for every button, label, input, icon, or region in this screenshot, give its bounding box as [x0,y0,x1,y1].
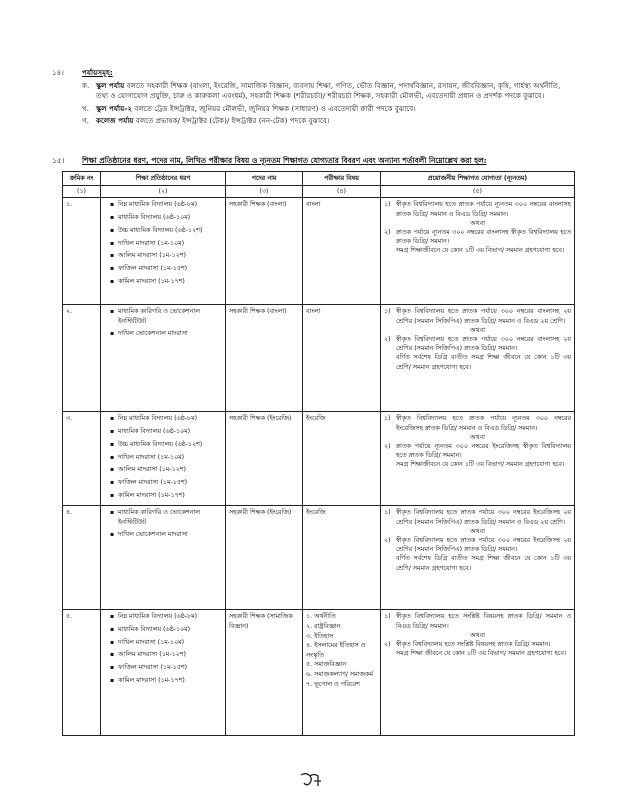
option-text: স্নাতক পর্যায়ে ন্যূনতম ৩০০ নম্বরের বাংলাসহ স্বীকৃত বিশ্ববিদ্যালয় হতে স্নাতক ডিগ্রি/ সমমান। [396,229,571,246]
table-body [63,198,575,736]
qualification-option [384,640,571,649]
qualification-cell [381,610,575,736]
institution-list [104,508,222,539]
section-title: শিক্ষা প্রতিষ্ঠানের ধরণ, পদের নাম, লিখিত পরীক্ষার বিষয় ও ন্যূনতম শিক্ষাগত যোগ্যতার বিবরণ এবং অন্যান্য শর্তাবলী নিম্নোল্লেখ করা হল: [82,156,487,165]
serial-cell: ১. [63,198,101,305]
subject-item: ৬. সমাজকল্যাণ/ সমাজকর্ম [306,671,373,679]
qualification-option [384,508,571,526]
option-text: স্বীকৃত বিশ্ববিদ্যালয় হতে সংশ্লিষ্ট বিষয়সহ স্নাতক ডিগ্রি/ সমমান ও বিএড ডিগ্রি/ সমমান। [396,613,571,630]
option-number: ২) [384,336,391,344]
subject-item: ২. রাষ্ট্রবিজ্ঞান [306,623,341,631]
table-header-row [63,172,575,186]
or-separator: অথবা [470,219,485,227]
section-title: পর্যায়সমূহ: [82,68,113,77]
institution-item: ▪ দাখিল মাদরাসা (১ম-১০ম) [110,638,222,647]
qualification-note: বর্ণিত সর্বশেষ ডিগ্রি ব্যতীত সমগ্র শিক্ষা জীবনে যে কোন ১টি ৩য় শ্রেণি/ সমমান গ্রহণযোগ্য হবে। [396,555,571,572]
column-header: পরীক্ষার বিষয় [303,172,381,186]
subject-cell [303,198,381,305]
institution-item: ▪ আলিম মাদরাসা (১ম-১২শ) [110,465,222,474]
institution-item: ▪ উচ্চ মাধ্যমিক বিদ্যালয় (৬ষ্ঠ-১২শ) [110,226,222,235]
institution-item: ▪ কামিল মাদরাসা (১ম-১৭শ) [110,676,222,685]
section-14 [52,68,572,127]
qualification-option [384,307,571,325]
subject-cell [303,412,381,506]
institution-item: ▪ ফাজিল মাদরাসা (১ম-১৫শ) [110,663,222,672]
table-row [63,305,575,412]
section-number: ১৪। [52,68,64,77]
qualification-cell [381,305,575,412]
subject-cell [303,506,381,610]
institution-item: ▪ মাধ্যমিক কারিগরি ও ভোকেশনাল ইনস্টিটিউট [110,508,222,526]
column-index: (৪) [303,186,381,198]
option-number: ১) [384,509,391,517]
subject-item: ১. অর্থনীতি [306,613,336,621]
table-row [63,610,575,736]
item-definition: বলতে প্রভাষক/ ইন্সট্রাক্টর (টেক)/ ইন্সট্রাক্টর (নন-টেক) পদকে বুঝাবে। [133,116,330,125]
item-text [96,116,572,127]
institution-item: ▪ দাখিল ভোকেশনাল মাদরাসা [110,530,222,539]
column-index: (২) [101,186,226,198]
institution-item: ▪ উচ্চ মাধ্যমিক বিদ্যালয় (৬ষ্ঠ-১২শ) [110,440,222,449]
subject-list [306,414,377,423]
option-number: ১) [384,613,391,621]
institution-cell [101,610,226,736]
item-label: খ. [82,103,90,113]
column-header: ক্রমিক নং [63,172,101,186]
institution-item: ▪ দাখিল মাদরাসা (১ম-১০ম) [110,239,222,248]
qualification-option [384,612,571,630]
section-number: ১৫। [52,156,65,165]
institution-item: ▪ মাধ্যমিক বিদ্যালয় (৬ষ্ঠ-১০ম) [110,625,222,634]
qualification-note: সমগ্র শিক্ষাজীবনে যে কোন ১টি ৩য় বিভাগ/ সমমান গ্রহণযোগ্য হবে। [396,247,565,255]
subject-item: ৪. ইসলামের ইতিহাস ও সংস্কৃতি [306,642,366,659]
institution-item: ▪ নিম্ন মাধ্যমিক বিদ্যালয় (৬ষ্ঠ-৮ম) [110,414,222,423]
item-text [96,81,572,102]
institution-item: ▪ কামিল মাদরাসা (১ম-১৭শ) [110,277,222,286]
section-15-header [52,156,582,168]
subject-cell [303,610,381,736]
column-index: (৫) [381,186,575,198]
institution-item: ▪ দাখিল ভোকেশনাল মাদরাসা [110,329,222,338]
option-text: স্বীকৃত বিশ্ববিদ্যালয় হতে স্নাতক পর্যায়ে ন্যূনতম ৩০০ নম্বরের বাংলাসহ স্নাতক ডিগ্রি/ সমমান ও বিএড ডিগ্রি/ সমমান। [396,201,571,218]
option-text: স্বীকৃত বিশ্ববিদ্যালয় হতে স্নাতক পর্যায়ে ৩০০ নম্বরের ইংরেজিসহ ২য় শ্রেণির (সমমান সিজিপিএ) স্নাতক ডিগ্রি/ সমমান। [396,536,571,554]
page-number-mark [298,771,324,789]
option-number: ২) [384,443,391,451]
option-number: ১) [384,415,391,423]
item-term: স্কুল পর্যায় [96,80,125,90]
subject-item: বাংলা [306,308,321,316]
qualification-cell [381,506,575,610]
post-cell: সহকারী শিক্ষক (বাংলা) [226,305,303,412]
subject-item: ইংরেজি [306,509,326,517]
subject-item: বাংলা [306,201,321,209]
qualification-note: সমগ্র শিক্ষাজীবনে যে কোন ১টি ৩য় বিভাগ/ সমমান গ্রহণযোগ্য হবে। [396,461,565,469]
or-separator: অথবা [470,433,485,441]
section-14-header [52,68,572,79]
institution-list [104,612,222,685]
option-number: ১) [384,201,391,209]
column-header: শিক্ষা প্রতিষ্ঠানের ধরণ [101,172,226,186]
institution-item: ▪ ফাজিল মাদরাসা (১ম-১৫শ) [110,264,222,273]
table-row [63,506,575,610]
post-cell: সহকারী শিক্ষক (সামাজিক বিজ্ঞান) [226,610,303,736]
item-term: স্কুল পর্যায়-২ [96,103,133,113]
or-separator: অথবা [470,527,485,535]
qualification-option [384,200,571,218]
qualification-note: সমগ্র শিক্ষা জীবনে যে কোন ১টি ৩য় বিভাগ/ সমমান গ্রহণযোগ্য হবে। [396,650,567,658]
serial-cell: ২. [63,305,101,412]
institution-item: ▪ নিম্ন মাধ্যমিক বিদ্যালয় (৬ষ্ঠ-৮ম) [110,612,222,621]
subject-list [306,307,377,316]
option-text: স্বীকৃত বিশ্ববিদ্যালয় হতে স্নাতক পর্যায়ে ৩০০ নম্বরের ইংরেজিসহ ২য় শ্রেণির (সমমান সিজিপিএ) স্নাতক ডিগ্রি/ সমমান ও বিএড ২য় শ্রেণি। [396,509,571,526]
institution-item: ▪ ফাজিল মাদরাসা (১ম-১৫শ) [110,478,222,487]
or-separator: অথবা [470,631,485,639]
option-text: স্নাতক পর্যায়ে ন্যূনতম ৩০০ নম্বরের ইংরেজিসহ স্বীকৃত বিশ্ববিদ্যালয় হতে স্নাতক ডিগ্রি/ সমমান। [396,443,571,460]
option-text: স্বীকৃত বিশ্ববিদ্যালয় হতে সংশ্লিষ্ট বিষয়সহ স্নাতক ডিগ্রি/ সমমান। [396,640,551,648]
subject-item: ৫. সমাজবিজ্ঞান [306,661,347,669]
subject-item: ৭. ভূগোল ও পরিবেশ [306,680,360,688]
institution-item: ▪ আলিম মাদরাসা (১ম-১২শ) [110,650,222,659]
qualification-option [384,335,571,353]
institution-item: ▪ আলিম মাদরাসা (১ম-১২শ) [110,251,222,260]
institution-list [104,307,222,338]
option-number: ২) [384,536,391,544]
table-index-row [63,186,575,198]
column-header: প্রয়োজনীয় শিক্ষাগত যোগ্যতা (ন্যূনতম) [381,172,575,186]
subject-item: ইংরেজি [306,415,326,423]
post-cell: সহকারী শিক্ষক (বাংলা) [226,198,303,305]
option-number: ১) [384,308,391,316]
institution-item: ▪ মাধ্যমিক বিদ্যালয় (৬ষ্ঠ-১০ম) [110,213,222,222]
qualification-cell [381,198,575,305]
institution-cell [101,198,226,305]
or-separator: অথবা [470,326,485,334]
option-number: ২) [384,229,391,237]
table-row [63,198,575,305]
subject-cell [303,305,381,412]
column-index: (১) [63,186,101,198]
qualification-option [384,536,571,554]
institution-item: ▪ কামিল মাদরাসা (১ম-১৭শ) [110,491,222,500]
subject-list [306,508,377,517]
subject-item: ৩. ইতিহাস [306,632,334,640]
subject-list [306,612,377,689]
post-cell: সহকারী শিক্ষক (ইংরেজি) [226,506,303,610]
section-14-item [82,104,572,115]
item-label: গ. [82,116,89,125]
column-header: পদের নাম [226,172,303,186]
section-14-item [82,81,572,102]
item-term: কলেজ পর্যায় [96,116,134,125]
institution-item: ▪ মাধ্যমিক বিদ্যালয় (৬ষ্ঠ-১০ম) [110,427,222,436]
qualification-table [62,171,575,736]
column-index: (৩) [226,186,303,198]
serial-cell: ৩. [63,412,101,506]
table-row [63,412,575,506]
serial-cell: ৪. [63,506,101,610]
institution-list [104,200,222,285]
serial-cell: ৫. [63,610,101,736]
institution-item: ▪ দাখিল মাদরাসা (১ম-১০ম) [110,453,222,462]
option-text: স্বীকৃত বিশ্ববিদ্যালয় হতে স্নাতক পর্যায়ে ৩০০ নম্বরের বাংলাসহ ২য় শ্রেণির (সমমান সিজিপিএ) স্নাতক ডিগ্রি/ সমমান। [396,336,571,353]
item-text [96,104,572,115]
post-cell: সহকারী শিক্ষক (ইংরেজি) [226,412,303,506]
section-14-item [82,116,572,127]
qualification-option [384,442,571,460]
institution-list [104,414,222,499]
item-definition: বলতে ট্রেড ইন্সট্রাক্টর, জুনিয়র মৌলভী, জুনিয়র শিক্ষক (সাধারণ) ও এবতেদায়ী ক্বারী পদকে বুঝাবে। [132,103,416,113]
qualification-cell [381,412,575,506]
item-definition: বলতে সহকারী শিক্ষক (বাংলা, ইংরেজি, সামাজিক বিজ্ঞান, ব্যবসায় শিক্ষা, গণিত, ভৌত বিজ্ঞান, পদার্থবিজ্ঞান, রসায়ন, জীববিজ্ঞান, কৃষি, গার্হস্থ্য অর্থনীতি, তথ্য ও যোগাযোগ প্রযুক্তি, চারু ও কারুকলা এবংধর্ম), সহকারী শিক্ষক (শরীরচর্চা)/ শরীরচর্চা শিক্ষক, সহকারী মৌলভী, এবতেদায়ী প্রধান ও প্রদর্শক পদকে বুঝাবে। [96,80,561,100]
institution-item: ▪ মাধ্যমিক কারিগরি ও ভোকেশনাল ইনস্টিটিউট [110,307,222,325]
institution-cell [101,506,226,610]
qualification-option [384,414,571,432]
subject-list [306,200,377,209]
option-text: স্বীকৃত বিশ্ববিদ্যালয় হতে স্নাতক পর্যায়ে ৩০০ নম্বরের বাংলাসহ ২য় শ্রেণির (সমমান সিজিপিএ) স্নাতক ডিগ্রি/ সমমান ও বিএড ২য় শ্রেণি। [396,308,571,325]
institution-cell [101,305,226,412]
institution-item: ▪ নিম্ন মাধ্যমিক বিদ্যালয় (৬ষ্ঠ-৮ম) [110,200,222,209]
option-number: ২) [384,640,391,648]
qualification-option [384,228,571,246]
institution-cell [101,412,226,506]
item-label: ক. [82,80,90,90]
option-text: স্বীকৃত বিশ্ববিদ্যালয় হতে স্নাতক পর্যায়ে ন্যূনতম ৩০০ নম্বরের ইংরেজিসহ স্নাতক ডিগ্রি/ সমমান ও বিএড ডিগ্রি/ সমমান। [396,415,571,432]
qualification-note: বর্ণিত সর্বশেষ ডিগ্রি ব্যতীত সমগ্র শিক্ষা জীবনে যে কোন ১টি ৩য় শ্রেণি/ সমমান গ্রহণযোগ্য হবে। [396,354,571,371]
